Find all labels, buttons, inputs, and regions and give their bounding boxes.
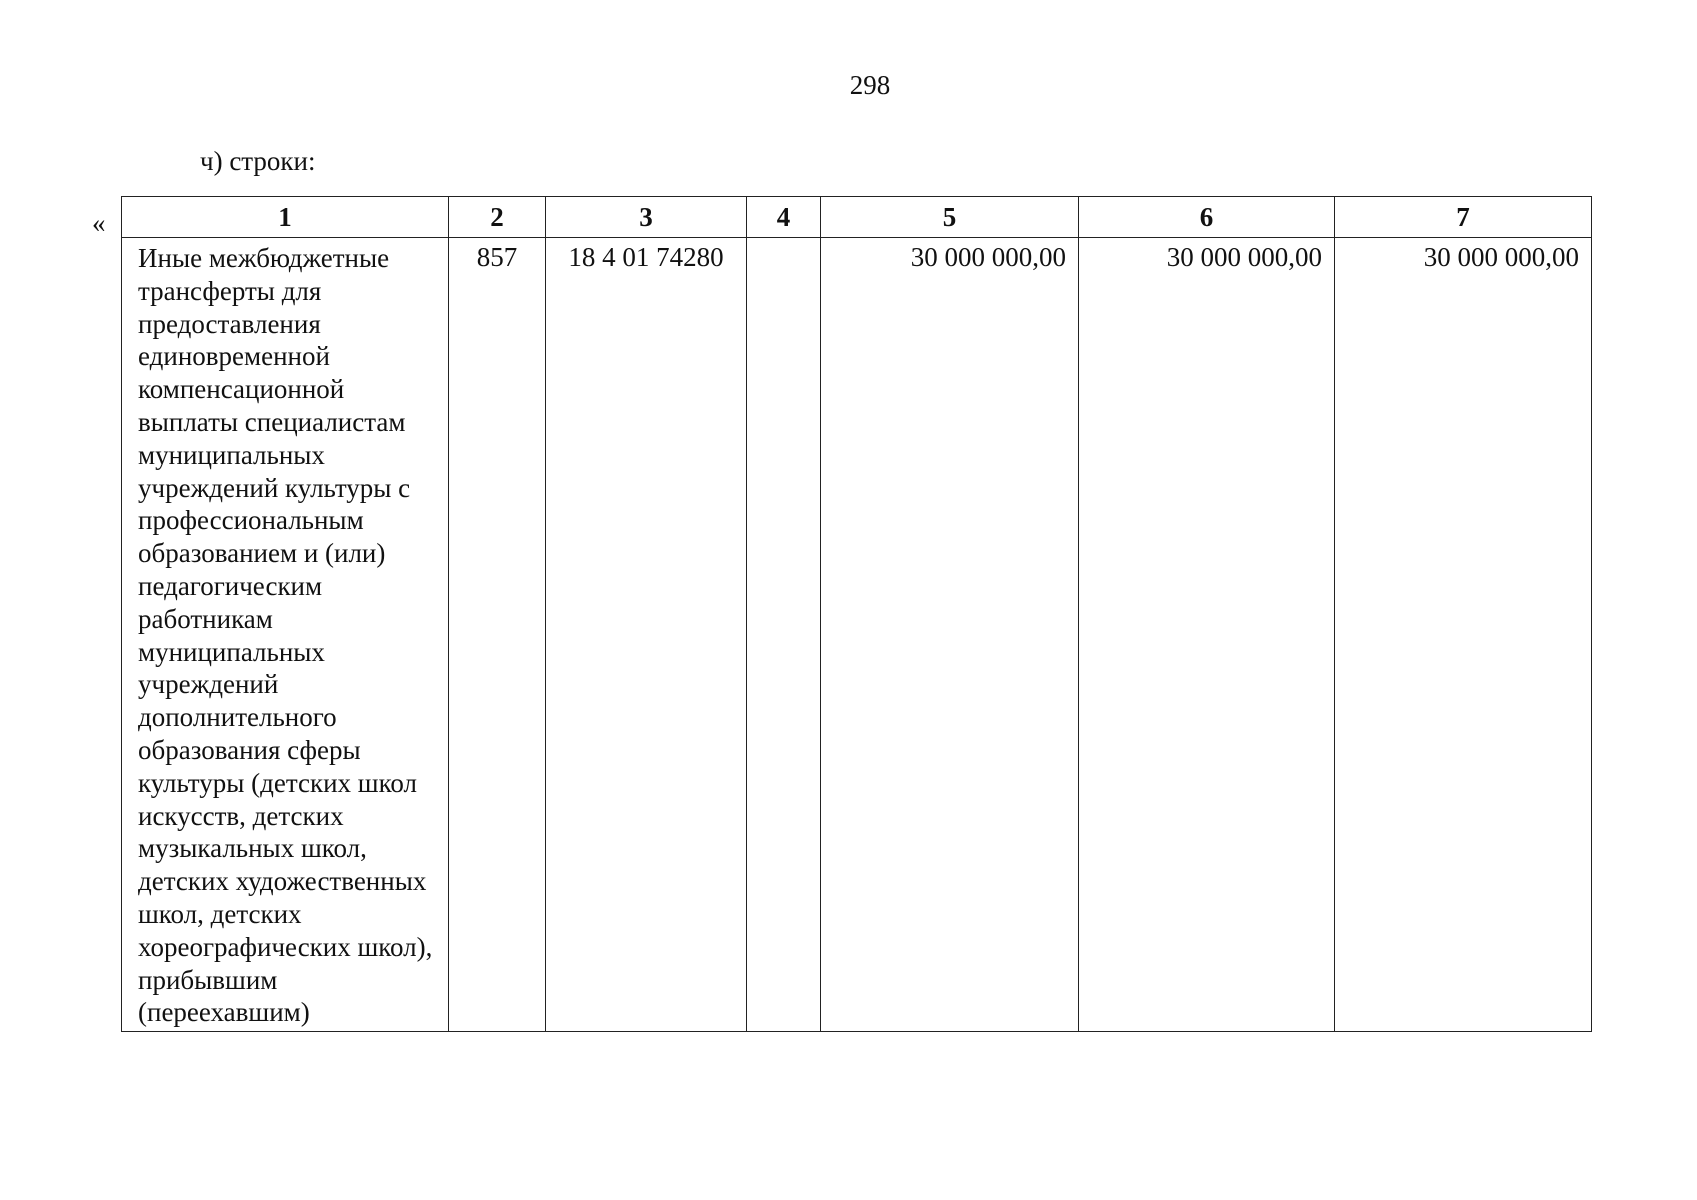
expense-name-cell: Иные межбюджетные трансферты для предоставления единовременной компенсационной выплаты специалистам муниципальных учреждений культуры с профессиональным образованием и (или) педагогическим работникам муниципальных учреждений дополнительного образования сферы культуры (детских школ искусств, детских музыкальных школ, детских художественных школ, детских хореографических школ), прибывшим (переехавшим) — [122, 238, 449, 1032]
column-header-4: 4 — [747, 197, 821, 238]
column-header-3: 3 — [546, 197, 747, 238]
expense-type-cell — [747, 238, 821, 1032]
amount-cell-5: 30 000 000,00 — [821, 238, 1079, 1032]
column-header-6: 6 — [1079, 197, 1335, 238]
budget-table — [121, 196, 1592, 1032]
column-header-7: 7 — [1335, 197, 1592, 238]
column-header-5: 5 — [821, 197, 1079, 238]
page-number: 298 — [849, 70, 891, 100]
amount-cell-6: 30 000 000,00 — [1079, 238, 1335, 1032]
target-article-cell: 18 4 01 74280 — [546, 238, 747, 1032]
amount-cell-7: 30 000 000,00 — [1335, 238, 1592, 1032]
opening-quote-mark: « — [92, 208, 106, 238]
table-row — [122, 238, 1592, 1032]
department-code-cell: 857 — [449, 238, 546, 1032]
table-header-row — [122, 197, 1592, 238]
column-header-2: 2 — [449, 197, 546, 238]
column-header-1: 1 — [122, 197, 449, 238]
intro-text: ч) строки: — [200, 146, 316, 176]
